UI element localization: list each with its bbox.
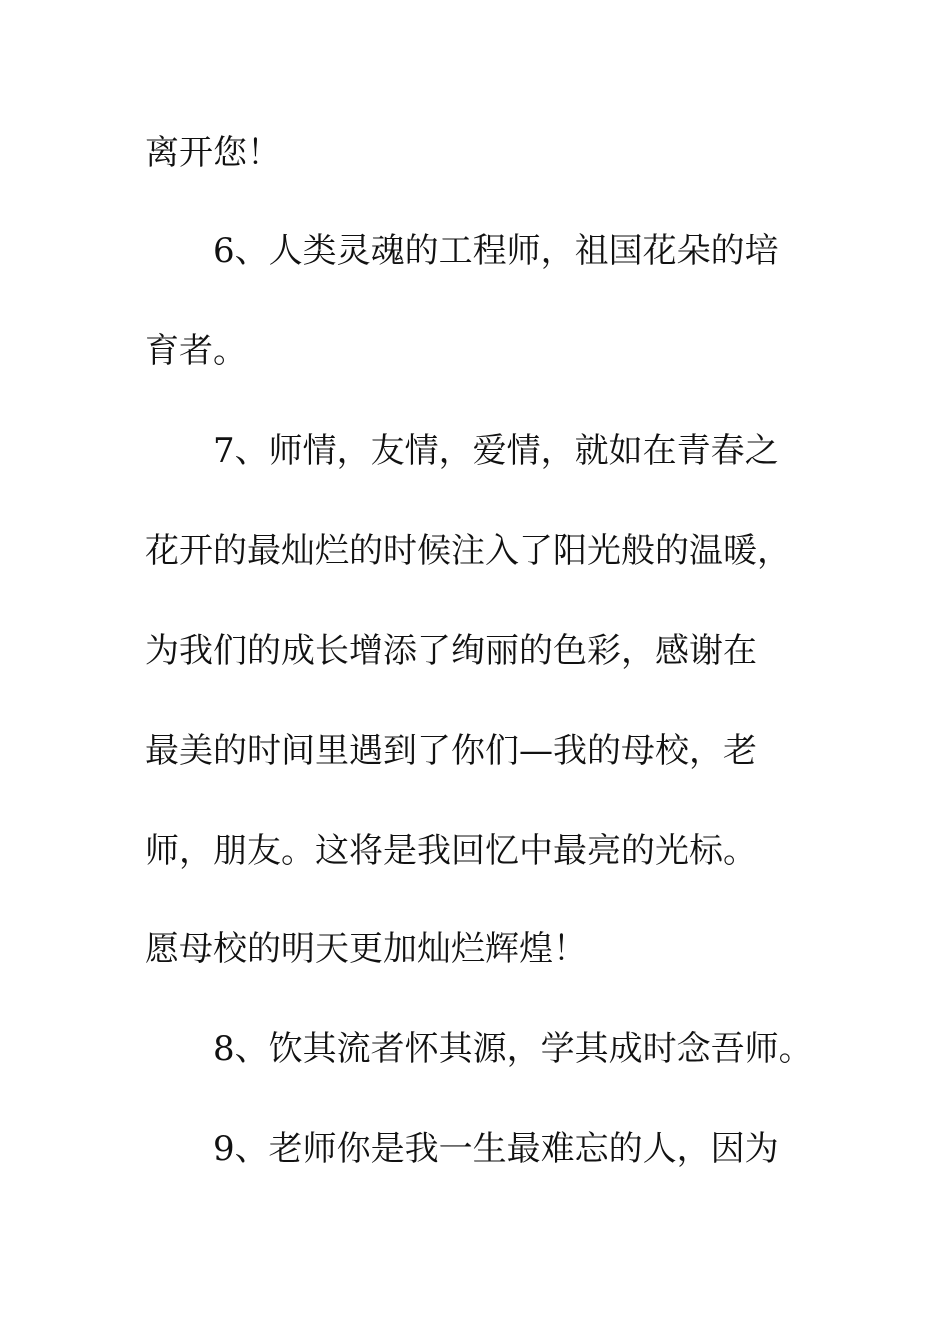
text-line: 8、饮其流者怀其源，学其成时念吾师。 (213, 1029, 813, 1069)
text-line: 育者。 (145, 331, 247, 371)
text-line: 6、人类灵魂的工程师，祖国花朵的培 (213, 231, 779, 271)
text-line: 愿母校的明天更加灿烂辉煌！ (145, 929, 587, 969)
text-line: 师，朋友。这将是我回忆中最亮的光标。 (145, 831, 757, 871)
text-line: 最美的时间里遇到了你们—我的母校，老 (145, 731, 757, 771)
text-line: 7、师情，友情，爱情，就如在青春之 (213, 431, 779, 471)
text-line: 离开您！ (145, 133, 281, 173)
text-line: 花开的最灿烂的时候注入了阳光般的温暖， (145, 531, 791, 571)
text-line: 9、老师你是我一生最难忘的人，因为 (213, 1129, 779, 1169)
text-line: 为我们的成长增添了绚丽的色彩，感谢在 (145, 631, 757, 671)
